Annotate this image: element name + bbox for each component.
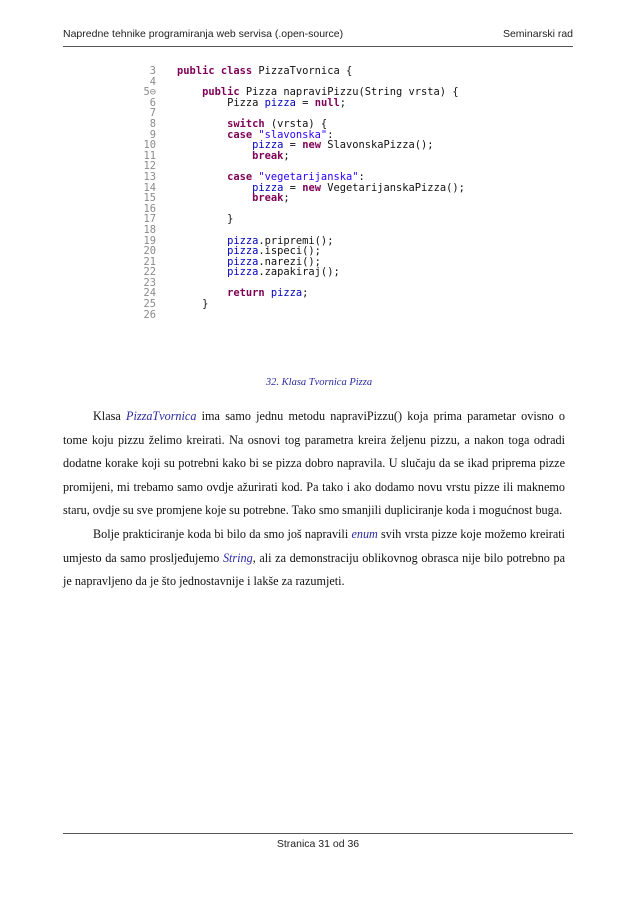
line-number: 17 [143, 213, 156, 226]
page-footer [63, 833, 573, 850]
paragraph [63, 523, 565, 594]
code-token: VegetarijanskaPizza(); [327, 181, 465, 194]
line-number: 10 [143, 139, 156, 152]
line-number: 14 [143, 181, 156, 194]
code-token: (vrsta) { [270, 117, 328, 130]
code-line [127, 299, 487, 310]
code-text [127, 267, 340, 278]
paragraph-text: Bolje prakticiranje koda bi bilo da smo još napravili [93, 526, 352, 541]
code-token: new [302, 139, 328, 152]
code-token: ; [283, 192, 290, 205]
code-token [127, 266, 227, 278]
code-token: } [227, 213, 234, 226]
code-token: : [327, 128, 334, 141]
code-figure [127, 66, 487, 371]
code-token: .ispeci(); [258, 245, 321, 258]
header-document-title: Napredne tehnike programiranja web servisa (.open-source) [63, 28, 344, 40]
paragraph-text: ima samo jednu metodu napraviPizzu() koja prima parametar ovisno o tome koju pizzu želimo kreirati. Na osnovi tog parametra kreira željenu pizzu, a nakon toga odradi dodatne korake koji su potrebni kako bi se pizza dobro napravila. U slučaju da se ikad priprema pizze promijeni, mi trebamo samo ovdje ažurirati kod. Pa tako i ako dodamo novu vrstu pizze ili maknemo staru, ovdje su sve promjene koje su potrebne. Tako smo smanjili dupliciranje koda i mogućnost buga. [63, 409, 565, 518]
code-token: ; [302, 287, 309, 300]
line-number: 26 [143, 308, 156, 321]
line-number: 4 [149, 75, 156, 88]
code-text [127, 98, 346, 109]
code-token: null [314, 96, 340, 109]
page-number: Stranica 31 od 36 [276, 838, 360, 850]
header-document-type: Seminarski rad [502, 28, 573, 40]
code-token: case [227, 128, 259, 141]
line-number: 19 [143, 234, 156, 247]
code-token: SlavonskaPizza(); [327, 139, 434, 152]
line-number: 13 [143, 170, 156, 183]
line-number: 6 [149, 96, 156, 109]
code-token: .zapakiraj(); [258, 266, 340, 279]
code-line [127, 193, 487, 204]
line-number: 21 [143, 255, 156, 268]
code-token: ; [283, 149, 290, 162]
code-token: return [227, 287, 271, 300]
paragraph [63, 405, 565, 523]
code-token: = [283, 139, 303, 152]
line-number: 20 [143, 245, 156, 258]
line-number: 12 [143, 160, 156, 173]
code-token: pizza [252, 139, 284, 152]
code-token: pizza [227, 266, 259, 279]
code-token: .pripremi(); [258, 234, 334, 247]
line-number: 18 [143, 223, 156, 236]
line-number: 25 [143, 298, 156, 311]
code-token: Pizza [227, 96, 265, 109]
code-token: pizza [227, 245, 259, 258]
emphasized-term: String [222, 550, 253, 565]
code-token [127, 298, 202, 310]
code-token: public [202, 86, 246, 99]
line-number: 15 [143, 192, 156, 205]
code-token: pizza [264, 96, 296, 109]
line-number: 8 [149, 117, 156, 130]
code-token: switch [227, 117, 271, 130]
code-token: "vegetarijanska" [258, 170, 359, 183]
code-token: : [358, 170, 365, 183]
code-token: pizza [227, 234, 259, 247]
code-text [127, 299, 208, 310]
line-number: 7 [149, 107, 156, 120]
figure-caption: 32. Klasa Tvornica Pizza [265, 377, 373, 388]
code-token: } [202, 298, 209, 311]
code-line [127, 267, 487, 278]
line-number: 22 [143, 266, 156, 279]
code-text [127, 66, 352, 77]
code-token: ; [339, 96, 346, 109]
page-header [63, 26, 573, 47]
line-number: 23 [143, 276, 156, 289]
code-token: Pizza napraviPizzu(String vrsta) { [245, 86, 459, 99]
emphasized-term: PizzaTvornica [126, 409, 197, 423]
code-token: break [252, 149, 284, 162]
code-token: = [295, 96, 315, 109]
code-token: pizza [227, 255, 259, 268]
code-token: pizza [270, 287, 303, 300]
code-line [127, 310, 487, 321]
line-number: 24 [143, 287, 156, 300]
code-token: = [283, 181, 303, 194]
line-number: 5⊖ [143, 86, 156, 99]
code-token [127, 97, 227, 109]
code-token: break [252, 192, 284, 205]
line-number: 9 [149, 128, 156, 141]
emphasized-term: enum [351, 526, 378, 541]
code-token [127, 213, 227, 225]
code-token: pizza [252, 181, 284, 194]
code-line [127, 214, 487, 225]
code-token: public class [177, 65, 259, 77]
code-token: PizzaTvornica { [258, 65, 353, 77]
paragraph-text: svih vrsta pizze koje možemo kreirati umjesto da samo prosljeđujemo [63, 526, 565, 565]
code-line [127, 66, 487, 77]
code-line [127, 151, 487, 162]
code-line [127, 98, 487, 109]
body-text [63, 405, 565, 594]
line-number: 11 [143, 149, 156, 162]
paragraph-text: Klasa [93, 409, 126, 423]
code-token: "slavonska" [258, 128, 328, 141]
paragraph-text: , ali za demonstraciju oblikovnog obrasca nije bilo potrebno pa je napravljeno da je što jednostavnije i lakše za razumjeti. [63, 550, 565, 589]
code-token: new [302, 181, 328, 194]
code-token: .narezi(); [258, 255, 321, 268]
line-number: 16 [143, 202, 156, 215]
line-number: 3 [149, 65, 156, 77]
code-token: case [227, 170, 259, 183]
